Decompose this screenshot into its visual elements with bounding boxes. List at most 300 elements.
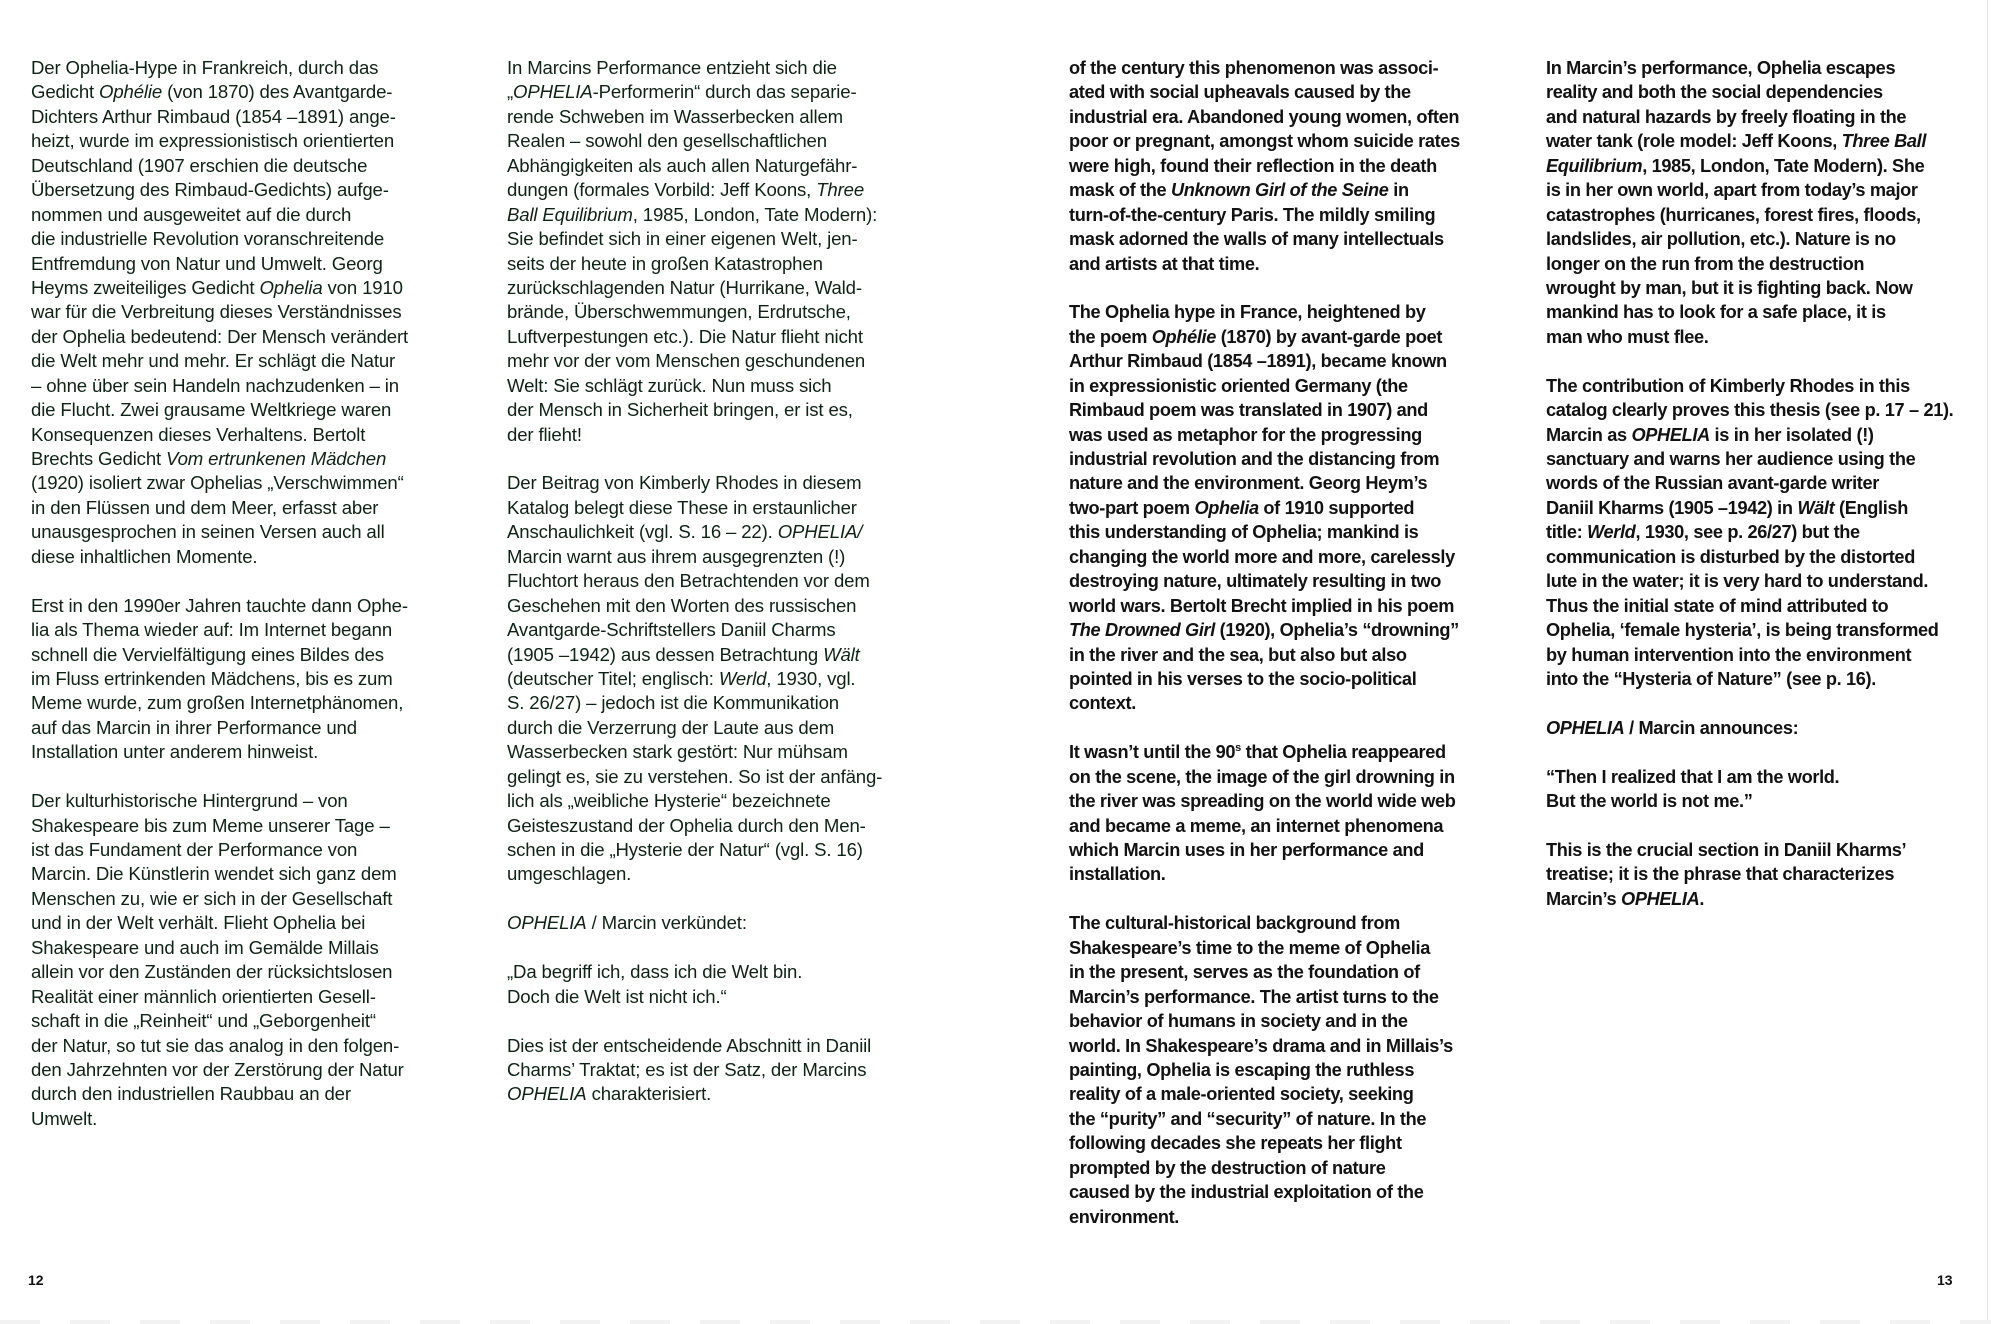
text-line (507, 985, 937, 1009)
text-column (507, 56, 937, 1131)
text-run: , 1930, see p. 26/27) but the (1635, 522, 1860, 543)
text-run: context. (1069, 693, 1136, 714)
paragraph (1546, 716, 1976, 740)
text-line (507, 154, 937, 178)
text-run: der Ophelia bedeutend: Der Mensch verändert (31, 325, 409, 347)
page-edge-divider (1987, 0, 1988, 1324)
text-run: Marcin’s performance. The artist turns to the (1069, 986, 1439, 1007)
text-run: nommen und ausgeweitet auf die durch (31, 203, 352, 225)
text-run: (English (1834, 497, 1908, 518)
text-line (1069, 765, 1509, 789)
text-run: Geschehen mit den Worten des russischen (507, 594, 857, 616)
text-run: of 1910 supported (1258, 497, 1415, 518)
text-line (1546, 227, 1976, 251)
text-run: , 1985, London, Tate Modern). She (1642, 155, 1925, 176)
text-line (1069, 154, 1509, 178)
paragraph (1069, 911, 1509, 1229)
text-run: pointed in his verses to the socio-political (1069, 668, 1417, 689)
text-run: caused by the industrial exploitation of the (1069, 1182, 1424, 1203)
text-run: in den Flüssen und dem Meer, erfasst aber (31, 496, 379, 518)
text-line (31, 1058, 461, 1082)
text-run: It wasn’t until the 90 (1069, 742, 1236, 763)
text-line (507, 667, 937, 691)
text-run: the poem (1069, 326, 1152, 347)
text-line (1069, 349, 1509, 373)
text-run: is in her own world, apart from today’s major (1546, 180, 1918, 201)
page-number: 13 (1937, 1272, 1953, 1288)
paragraph (31, 789, 461, 1131)
text-line (1069, 1156, 1509, 1180)
text-line (31, 129, 461, 153)
text-line (1069, 960, 1509, 984)
text-line (31, 643, 461, 667)
text-run: Daniil Kharms (1905 –1942) in (1546, 497, 1798, 518)
text-line (31, 203, 461, 227)
text-line (1069, 789, 1509, 813)
text-line (31, 471, 461, 495)
text-run: reality and both the social dependencies (1546, 82, 1883, 103)
text-run: (von 1870) des Avantgarde- (162, 81, 393, 103)
text-run: mask adorned the walls of many intellectuals (1069, 229, 1444, 250)
text-line (507, 80, 937, 104)
text-line (1546, 203, 1976, 227)
text-run: heizt, wurde im expressionistisch orientierten (31, 130, 395, 152)
text-run: Arthur Rimbaud (1854 –1891), became known (1069, 351, 1447, 372)
text-run: gelingt es, sie zu verstehen. So ist der anfäng- (507, 765, 883, 787)
text-run: Sie befindet sich in einer eigenen Welt, jen- (507, 228, 858, 250)
text-line (1546, 594, 1976, 618)
text-run: Marcin warnt aus ihrem ausgegrenzten (!) (507, 545, 846, 567)
text-line (31, 496, 461, 520)
text-line (507, 911, 937, 935)
text-run: Installation unter anderem hinweist. (31, 741, 319, 763)
text-run: dungen (formales Vorbild: Jeff Koons, (507, 179, 817, 201)
text-run: brände, Überschwemmungen, Erdrutsche, (507, 301, 851, 323)
text-run: – ohne über sein Handeln nachzudenken – in (31, 374, 399, 396)
text-line (1546, 520, 1976, 544)
superscript: s (1235, 742, 1241, 755)
text-line (1546, 716, 1976, 740)
text-run: Luftverpestungen etc.). Die Natur flieht nicht (507, 325, 863, 347)
text-run: “Then I realized that I am the world. (1546, 766, 1840, 787)
text-line (1069, 1009, 1509, 1033)
paragraph (507, 1034, 937, 1107)
italic-title: Ophélie (1151, 326, 1217, 347)
text-line (1069, 398, 1509, 422)
text-line (31, 594, 461, 618)
text-line (31, 1009, 461, 1033)
text-run: industrial revolution and the distancing from (1069, 449, 1440, 469)
text-run: die Welt mehr und mehr. Er schlägt die Natur (31, 350, 396, 372)
text-line (507, 276, 937, 300)
text-run: world wars. Bertolt Brecht implied in his poem (1069, 595, 1455, 616)
text-run: words of the Russian avant-garde writer (1546, 473, 1879, 494)
text-line (1069, 1058, 1509, 1082)
text-run: wrought by man, but it is fighting back. Now (1546, 277, 1913, 298)
text-run: zurückschlagenden Natur (Hurrikane, Wald- (507, 276, 862, 298)
text-line (507, 545, 937, 569)
text-line (31, 154, 461, 178)
text-line (507, 520, 937, 544)
text-line (1546, 569, 1976, 593)
text-line (1546, 496, 1976, 520)
italic-title: Ophelia (259, 276, 323, 298)
text-line (1069, 374, 1509, 398)
text-run: durch den industriellen Raubbau an der (31, 1083, 351, 1105)
text-line (1069, 618, 1509, 642)
text-line (1069, 80, 1509, 104)
text-run: ated with social upheavals caused by the (1069, 82, 1411, 103)
text-run: installation. (1069, 864, 1166, 885)
text-line (31, 838, 461, 862)
text-line (31, 960, 461, 984)
text-line (507, 300, 937, 324)
text-run: Der Beitrag von Kimberly Rhodes in diesem (507, 472, 862, 494)
italic-title: Ball Equilibrium (507, 203, 633, 225)
text-line (1069, 838, 1509, 862)
text-run: destroying nature, ultimately resulting in two (1069, 571, 1441, 592)
text-line (1069, 1082, 1509, 1106)
text-run: Brechts Gedicht (31, 448, 167, 469)
text-run: Welt: Sie schlägt zurück. Nun muss sich (507, 374, 832, 396)
paragraph (1546, 56, 1976, 349)
text-line (507, 496, 937, 520)
text-line (31, 985, 461, 1009)
text-line (31, 423, 461, 447)
paragraph (1546, 765, 1976, 814)
text-line (1546, 56, 1976, 80)
text-run: seits der heute in großen Katastrophen (507, 252, 823, 274)
text-run: (deutscher Titel; englisch: (507, 667, 719, 689)
text-line (31, 887, 461, 911)
italic-title: Wält (823, 643, 860, 665)
text-line (1069, 862, 1509, 886)
text-line (1546, 423, 1976, 447)
text-column (1546, 56, 1976, 936)
text-run: was used as metaphor for the progressing (1069, 424, 1422, 445)
text-run: reality of a male-oriented society, seeking (1069, 1084, 1414, 1105)
text-line (31, 56, 461, 80)
text-line (1069, 178, 1509, 202)
paragraph (1546, 374, 1976, 692)
text-run: which Marcin uses in her performance and (1069, 840, 1424, 860)
text-run: Rimbaud poem was translated in 1907) and (1069, 400, 1428, 421)
italic-title: Ophélie (99, 81, 163, 103)
text-line (507, 740, 937, 764)
text-run: the river was spreading on the world wide web (1069, 791, 1456, 812)
text-line (507, 471, 937, 495)
text-line (1546, 300, 1976, 324)
text-line (1069, 911, 1509, 935)
text-line (1546, 667, 1976, 691)
text-line (31, 618, 461, 642)
paragraph (507, 56, 937, 447)
text-line (31, 374, 461, 398)
italic-title: OPHELIA/ (777, 521, 863, 543)
text-line (1546, 129, 1976, 153)
text-run: Shakespeare’s time to the meme of Ophelia (1069, 937, 1430, 958)
text-line (1546, 618, 1976, 642)
text-run: im Fluss ertrinkenden Mädchens, bis es zum (31, 667, 393, 689)
text-run: Erst in den 1990er Jahren tauchte dann Ophe- (31, 594, 408, 616)
text-line (1069, 1205, 1509, 1229)
italic-title: Three Ball (1841, 131, 1927, 152)
text-run: communication is disturbed by the distorted (1546, 546, 1915, 567)
text-run: Abhängigkeiten als auch allen Naturgefähr- (507, 154, 858, 176)
text-run: Meme wurde, zum großen Internetphänomen, (31, 692, 404, 714)
text-line (31, 300, 461, 324)
text-line (507, 374, 937, 398)
text-line (1546, 178, 1976, 202)
text-run: Katalog belegt diese These in erstaunlicher (507, 496, 857, 518)
text-run: into the “Hysteria of Nature” (see p. 16). (1546, 668, 1876, 689)
text-line (507, 56, 937, 80)
text-run: „Da begriff ich, dass ich die Welt bin. (507, 961, 803, 983)
text-run: on the scene, the image of the girl drowning in (1069, 766, 1455, 787)
text-line (1069, 1180, 1509, 1204)
text-line (31, 862, 461, 886)
text-line (1069, 56, 1509, 80)
text-run: landslides, air pollution, etc.). Nature is no (1546, 229, 1896, 250)
text-run: und in der Welt verhält. Flieht Ophelia bei (31, 912, 366, 934)
text-run: Avantgarde-Schriftstellers Daniil Charms (507, 619, 836, 641)
italic-title: OPHELIA (507, 912, 587, 934)
text-line (1069, 496, 1509, 520)
text-run: In Marcin’s performance, Ophelia escapes (1546, 58, 1896, 78)
text-run: von 1910 (322, 276, 403, 298)
paragraph (31, 56, 461, 569)
text-line (1069, 1107, 1509, 1131)
text-line (31, 716, 461, 740)
text-line (31, 667, 461, 691)
text-run: (1920), Ophelia’s “drowning” (1214, 620, 1459, 641)
text-run: (1905 –1942) aus dessen Betrachtung (507, 643, 824, 665)
text-line (31, 325, 461, 349)
italic-title: The Drowned Girl (1069, 620, 1215, 641)
text-line (31, 936, 461, 960)
text-line (31, 740, 461, 764)
text-line (1546, 398, 1976, 422)
text-run: environment. (1069, 1206, 1179, 1227)
text-run: charakterisiert. (586, 1083, 712, 1105)
text-line (31, 105, 461, 129)
text-run: catalog clearly proves this thesis (see p. 17 – 21). (1546, 400, 1954, 421)
italic-title: OPHELIA (513, 81, 593, 103)
text-run: Gedicht (31, 81, 100, 103)
text-line (507, 960, 937, 984)
text-line (507, 227, 937, 251)
text-line (1069, 643, 1509, 667)
text-line (507, 349, 937, 373)
text-line (1069, 447, 1509, 471)
text-run: Shakespeare und auch im Gemälde Millais (31, 936, 379, 958)
text-line (31, 80, 461, 104)
text-run: Dies ist der entscheidende Abschnitt in Daniil (507, 1034, 872, 1056)
text-run: rende Schweben im Wasserbecken allem (507, 105, 843, 127)
text-run: following decades she repeats her flight (1069, 1133, 1402, 1154)
text-line (1546, 643, 1976, 667)
text-run: Der kulturhistorische Hintergrund – von (31, 790, 348, 812)
text-line (1069, 423, 1509, 447)
text-line (1546, 276, 1976, 300)
text-line (31, 349, 461, 373)
text-run: catastrophes (hurricanes, forest fires, floods, (1546, 204, 1921, 225)
text-line (1069, 740, 1509, 764)
text-run: unausgesprochen in seinen Versen auch all (31, 521, 385, 543)
text-line (31, 1082, 461, 1106)
text-line (1069, 227, 1509, 251)
text-line (1546, 471, 1976, 495)
text-run: Charms’ Traktat; es ist der Satz, der Marcins (507, 1058, 867, 1080)
text-line (1546, 862, 1976, 886)
text-run: Marcin’s (1546, 888, 1622, 909)
paragraph (1546, 838, 1976, 911)
text-run: Doch die Welt ist nicht ich.“ (507, 985, 727, 1007)
italic-title: Werld (1587, 522, 1636, 543)
text-run: in the river and the sea, but also but also (1069, 644, 1407, 665)
text-line (1546, 447, 1976, 471)
text-line (1069, 471, 1509, 495)
text-run: sanctuary and warns her audience using the (1546, 449, 1916, 469)
paragraph (507, 960, 937, 1009)
text-line (1546, 252, 1976, 276)
text-run: schen in die „Hysterie der Natur“ (vgl. S. 16) (507, 839, 863, 860)
text-run: In Marcins Performance entzieht sich die (507, 57, 837, 78)
text-line (507, 325, 937, 349)
italic-title: Three (816, 179, 865, 201)
text-run: in the present, serves as the foundation of (1069, 962, 1420, 983)
italic-title: OPHELIA (1546, 717, 1625, 738)
text-run: in expressionistic oriented Germany (the (1069, 375, 1408, 396)
text-line (1069, 520, 1509, 544)
text-run: diese inhaltlichen Momente. (31, 545, 258, 567)
text-line (31, 178, 461, 202)
text-line (507, 862, 937, 886)
text-line (1546, 789, 1976, 813)
text-line (507, 716, 937, 740)
text-run: Shakespeare bis zum Meme unserer Tage – (31, 814, 390, 836)
text-run: man who must flee. (1546, 326, 1709, 347)
paragraph (507, 471, 937, 886)
text-run: This is the crucial section in Daniil Kharms’ (1546, 840, 1907, 860)
text-line (507, 691, 937, 715)
text-line (507, 765, 937, 789)
text-line (1546, 887, 1976, 911)
italic-title: Werld (718, 667, 767, 689)
text-run: umgeschlagen. (507, 863, 632, 885)
text-run: Konsequenzen dieses Verhaltens. Bertolt (31, 423, 366, 445)
text-run: / Marcin verkündet: (586, 912, 747, 934)
text-run: Menschen zu, wie er sich in der Gesellschaft (31, 887, 393, 909)
text-line (507, 398, 937, 422)
text-run: der Mensch in Sicherheit bringen, er ist es, (507, 399, 853, 421)
text-column (1069, 56, 1509, 1253)
text-line (1069, 985, 1509, 1009)
text-line (507, 618, 937, 642)
text-line (1546, 374, 1976, 398)
text-line (507, 1082, 937, 1106)
text-run: two-part poem (1069, 497, 1195, 518)
text-line (1069, 936, 1509, 960)
text-line (1069, 814, 1509, 838)
text-line (1546, 545, 1976, 569)
text-line (507, 105, 937, 129)
text-run: world. In Shakespeare’s drama and in Millais’s (1069, 1035, 1453, 1056)
text-run: Fluchtort heraus den Betrachtenden vor dem (507, 570, 870, 592)
text-run: S. 26/27) – jedoch ist die Kommunikation (507, 692, 839, 714)
text-run: changing the world more and more, carelessly (1069, 546, 1455, 567)
text-line (1069, 300, 1509, 324)
text-line (31, 789, 461, 813)
text-run: lia als Thema wieder auf: Im Internet begann (31, 619, 393, 641)
text-line (31, 447, 461, 471)
text-line (507, 423, 937, 447)
text-line (1069, 203, 1509, 227)
text-line (507, 838, 937, 862)
text-line (507, 1058, 937, 1082)
text-run: and natural hazards by freely floating in the (1546, 106, 1907, 127)
text-line (31, 520, 461, 544)
text-run: this understanding of Ophelia; mankind is (1069, 522, 1419, 543)
text-run: (1920) isoliert zwar Ophelias „Verschwimmen“ (31, 472, 404, 494)
text-run: , 1985, London, Tate Modern): (632, 203, 878, 225)
paragraph (1069, 740, 1509, 887)
paragraph (31, 594, 461, 765)
text-run: Ophelia, ‘female hysteria’, is being transformed (1546, 620, 1939, 641)
text-run: Geisteszustand der Ophelia durch den Men- (507, 814, 866, 836)
text-run: mankind has to look for a safe place, it is (1546, 302, 1886, 323)
italic-title: OPHELIA (507, 1083, 587, 1105)
text-line (507, 252, 937, 276)
text-run: allein vor den Zuständen der rücksichtslosen (31, 961, 393, 983)
text-line (31, 814, 461, 838)
text-run: Realität einer männlich orientierten Gesell- (31, 985, 376, 1007)
text-run: Marcin. Die Künstlerin wendet sich ganz dem (31, 863, 397, 885)
text-run: industrial era. Abandoned young women, often (1069, 106, 1460, 127)
paragraph (1069, 300, 1509, 715)
text-line (1069, 594, 1509, 618)
text-line (507, 129, 937, 153)
text-run: lute in the water; it is very hard to understand. (1546, 571, 1929, 592)
italic-title: OPHELIA (1621, 888, 1700, 909)
text-line (31, 276, 461, 300)
text-run: treatise; it is the phrase that characterizes (1546, 864, 1895, 885)
text-run: Umwelt. (31, 1107, 98, 1129)
text-run: in (1388, 180, 1409, 201)
text-run: (1870) by avant-garde poet (1216, 326, 1443, 347)
text-run: schaft in die „Reinheit“ und „Geborgenheit“ (31, 1010, 376, 1032)
text-run: Übersetzung des Rimbaud-Gedichts) aufge- (31, 179, 389, 201)
text-run: and became a meme, an internet phenomena (1069, 815, 1444, 836)
text-run: die Flucht. Zwei grausame Weltkriege waren (31, 399, 392, 421)
text-line (507, 569, 937, 593)
text-line (1546, 838, 1976, 862)
text-run: The contribution of Kimberly Rhodes in this (1546, 375, 1910, 396)
text-run: nature and the environment. Georg Heym’s (1069, 473, 1428, 494)
text-run: durch die Verzerrung der Laute aus dem (507, 716, 835, 738)
text-run: der Natur, so tut sie das analog in den folgen- (31, 1034, 400, 1056)
text-run: prompted by the destruction of nature (1069, 1157, 1386, 1178)
text-run: die industrielle Revolution voranschreitende (31, 228, 385, 250)
text-run: But the world is not me.” (1546, 791, 1753, 812)
text-line (507, 203, 937, 227)
text-line (1069, 129, 1509, 153)
text-run: that Ophelia reappeared (1240, 742, 1446, 763)
text-line (507, 178, 937, 202)
text-run: is in her isolated (!) (1709, 424, 1874, 445)
text-line (1546, 765, 1976, 789)
text-run: auf das Marcin in ihrer Performance und (31, 716, 357, 738)
